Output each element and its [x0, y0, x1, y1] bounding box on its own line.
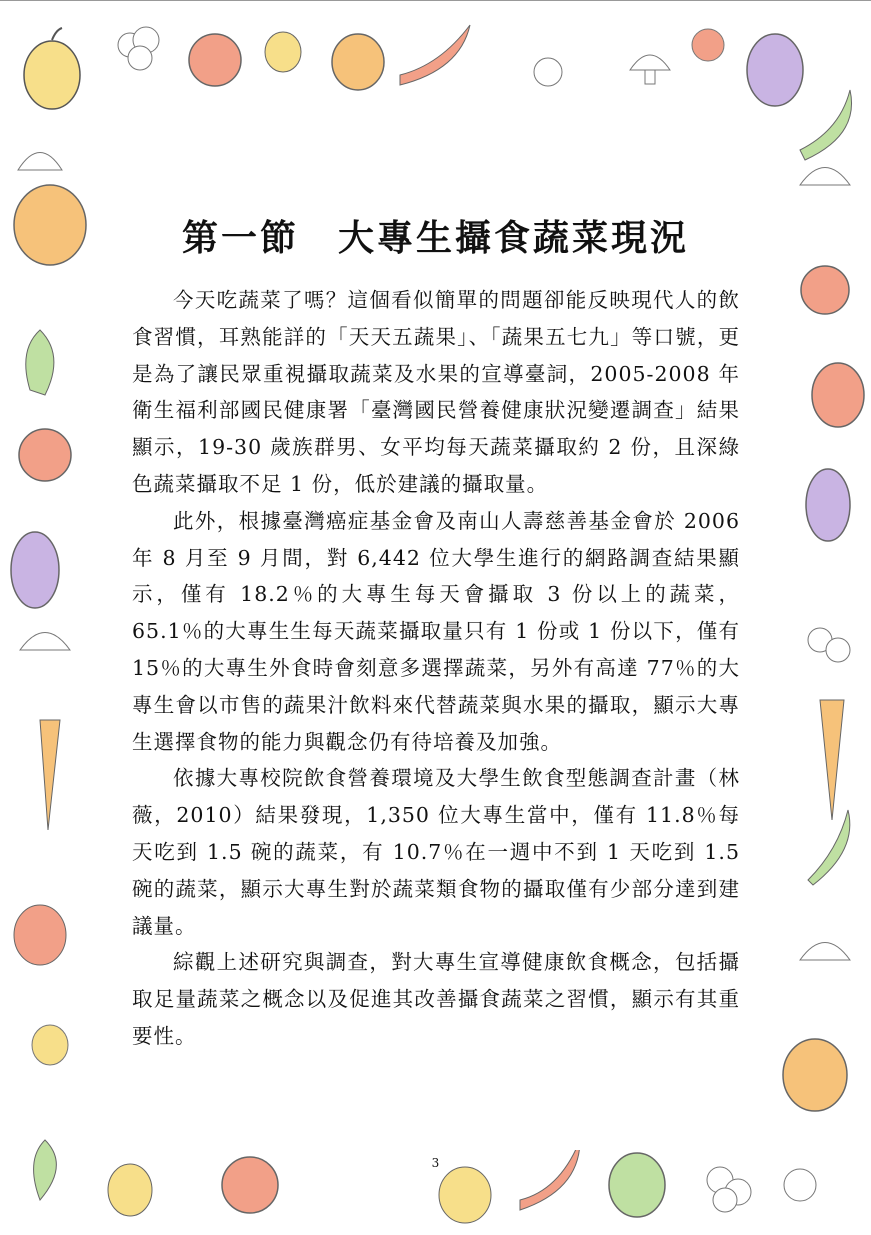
onion-icon — [332, 34, 384, 90]
carrot-icon — [40, 720, 60, 830]
tomato-icon — [801, 266, 849, 314]
chili-icon — [800, 90, 852, 160]
chili-icon — [808, 810, 850, 885]
tomato-icon — [19, 429, 71, 481]
onion-icon — [439, 1167, 491, 1223]
mushroom-icon — [20, 633, 70, 651]
page-number: 3 — [431, 1156, 440, 1170]
radish-icon — [14, 905, 66, 965]
pepper-icon — [26, 330, 54, 395]
mushroom-icon — [800, 168, 850, 186]
broccoli-icon — [707, 1167, 751, 1212]
radish-icon — [812, 363, 864, 427]
broccoli-icon — [808, 628, 850, 662]
eggplant-icon — [806, 469, 850, 541]
broccoli-icon — [118, 27, 159, 70]
paragraph: 今天吃蔬菜了嗎？這個看似簡單的問題卻能反映現代人的飲食習慣，耳熟能詳的「天天五蔬果」、「蔬果五七九」等口號，更是為了讓民眾重視攝取蔬菜及水果的宣導臺詞，2005-2008 年衛生福利部國民健康署「臺灣國民營養健康狀況變遷調查」結果顯示，19-30 歲族群男、女平均每天蔬菜攝取約 2 份，且深綠色蔬菜攝取不足 1 份，低於建議的攝取量。 — [132, 288, 740, 496]
tomato-icon — [189, 34, 241, 86]
chili-icon — [34, 1140, 57, 1200]
pepper-icon — [108, 1164, 152, 1216]
garlic-icon — [784, 1169, 816, 1201]
onion-icon — [265, 32, 301, 72]
paragraph: 此外，根據臺灣癌症基金會及南山人壽慈善基金會於 2006 年 8 月至 9 月間，對 6,442 位大學生進行的網路調查結果顯示，僅有 18.2％的大專生每天會攝取 3 份以上的蔬菜，65.1％的大專生生每天蔬菜攝取量只有 1 份或 1 份以下，僅有 15％的大專生外食時會刻意多選擇蔬菜，另外有高達 77％的大專生會以市售的蔬果汁飲料來代替蔬菜與水果的攝取，顯示大專生選擇食物的能力與觀念仍有待培養及加強。 — [132, 508, 740, 754]
onion-icon — [783, 1039, 847, 1111]
paragraph: 綜觀上述研究與調查，對大專生宣導健康飲食概念，包括攝取足量蔬菜之概念以及促進其改善攝食蔬菜之習慣，顯示有其重要性。 — [132, 950, 740, 1048]
paragraph: 依據大專校院飲食營養環境及大學生飲食型態調查計畫（林薇，2010）結果發現，1,350 位大專生當中，僅有 11.8％每天吃到 1.5 碗的蔬菜，有 10.7％在一週中不到 1 天吃到 1.5 碗的蔬菜，顯示大專生對於蔬菜類食物的攝取僅有少部分達到建議量。 — [132, 766, 740, 938]
mushroom-icon — [800, 943, 850, 961]
mushroom-icon — [630, 55, 670, 84]
body-text — [132, 282, 740, 1055]
mushroom-icon — [18, 153, 62, 171]
chili-icon — [520, 1140, 580, 1210]
chili-icon — [400, 25, 470, 85]
eggplant-icon — [747, 34, 803, 106]
onion-icon — [32, 1025, 68, 1065]
carrot-icon — [820, 700, 844, 820]
page-title: 第一節 大專生攝食蔬菜現況 — [181, 217, 689, 260]
pepper-icon — [24, 28, 80, 109]
tomato-icon — [692, 29, 724, 61]
eggplant-icon — [11, 532, 59, 608]
garlic-icon — [534, 58, 562, 86]
